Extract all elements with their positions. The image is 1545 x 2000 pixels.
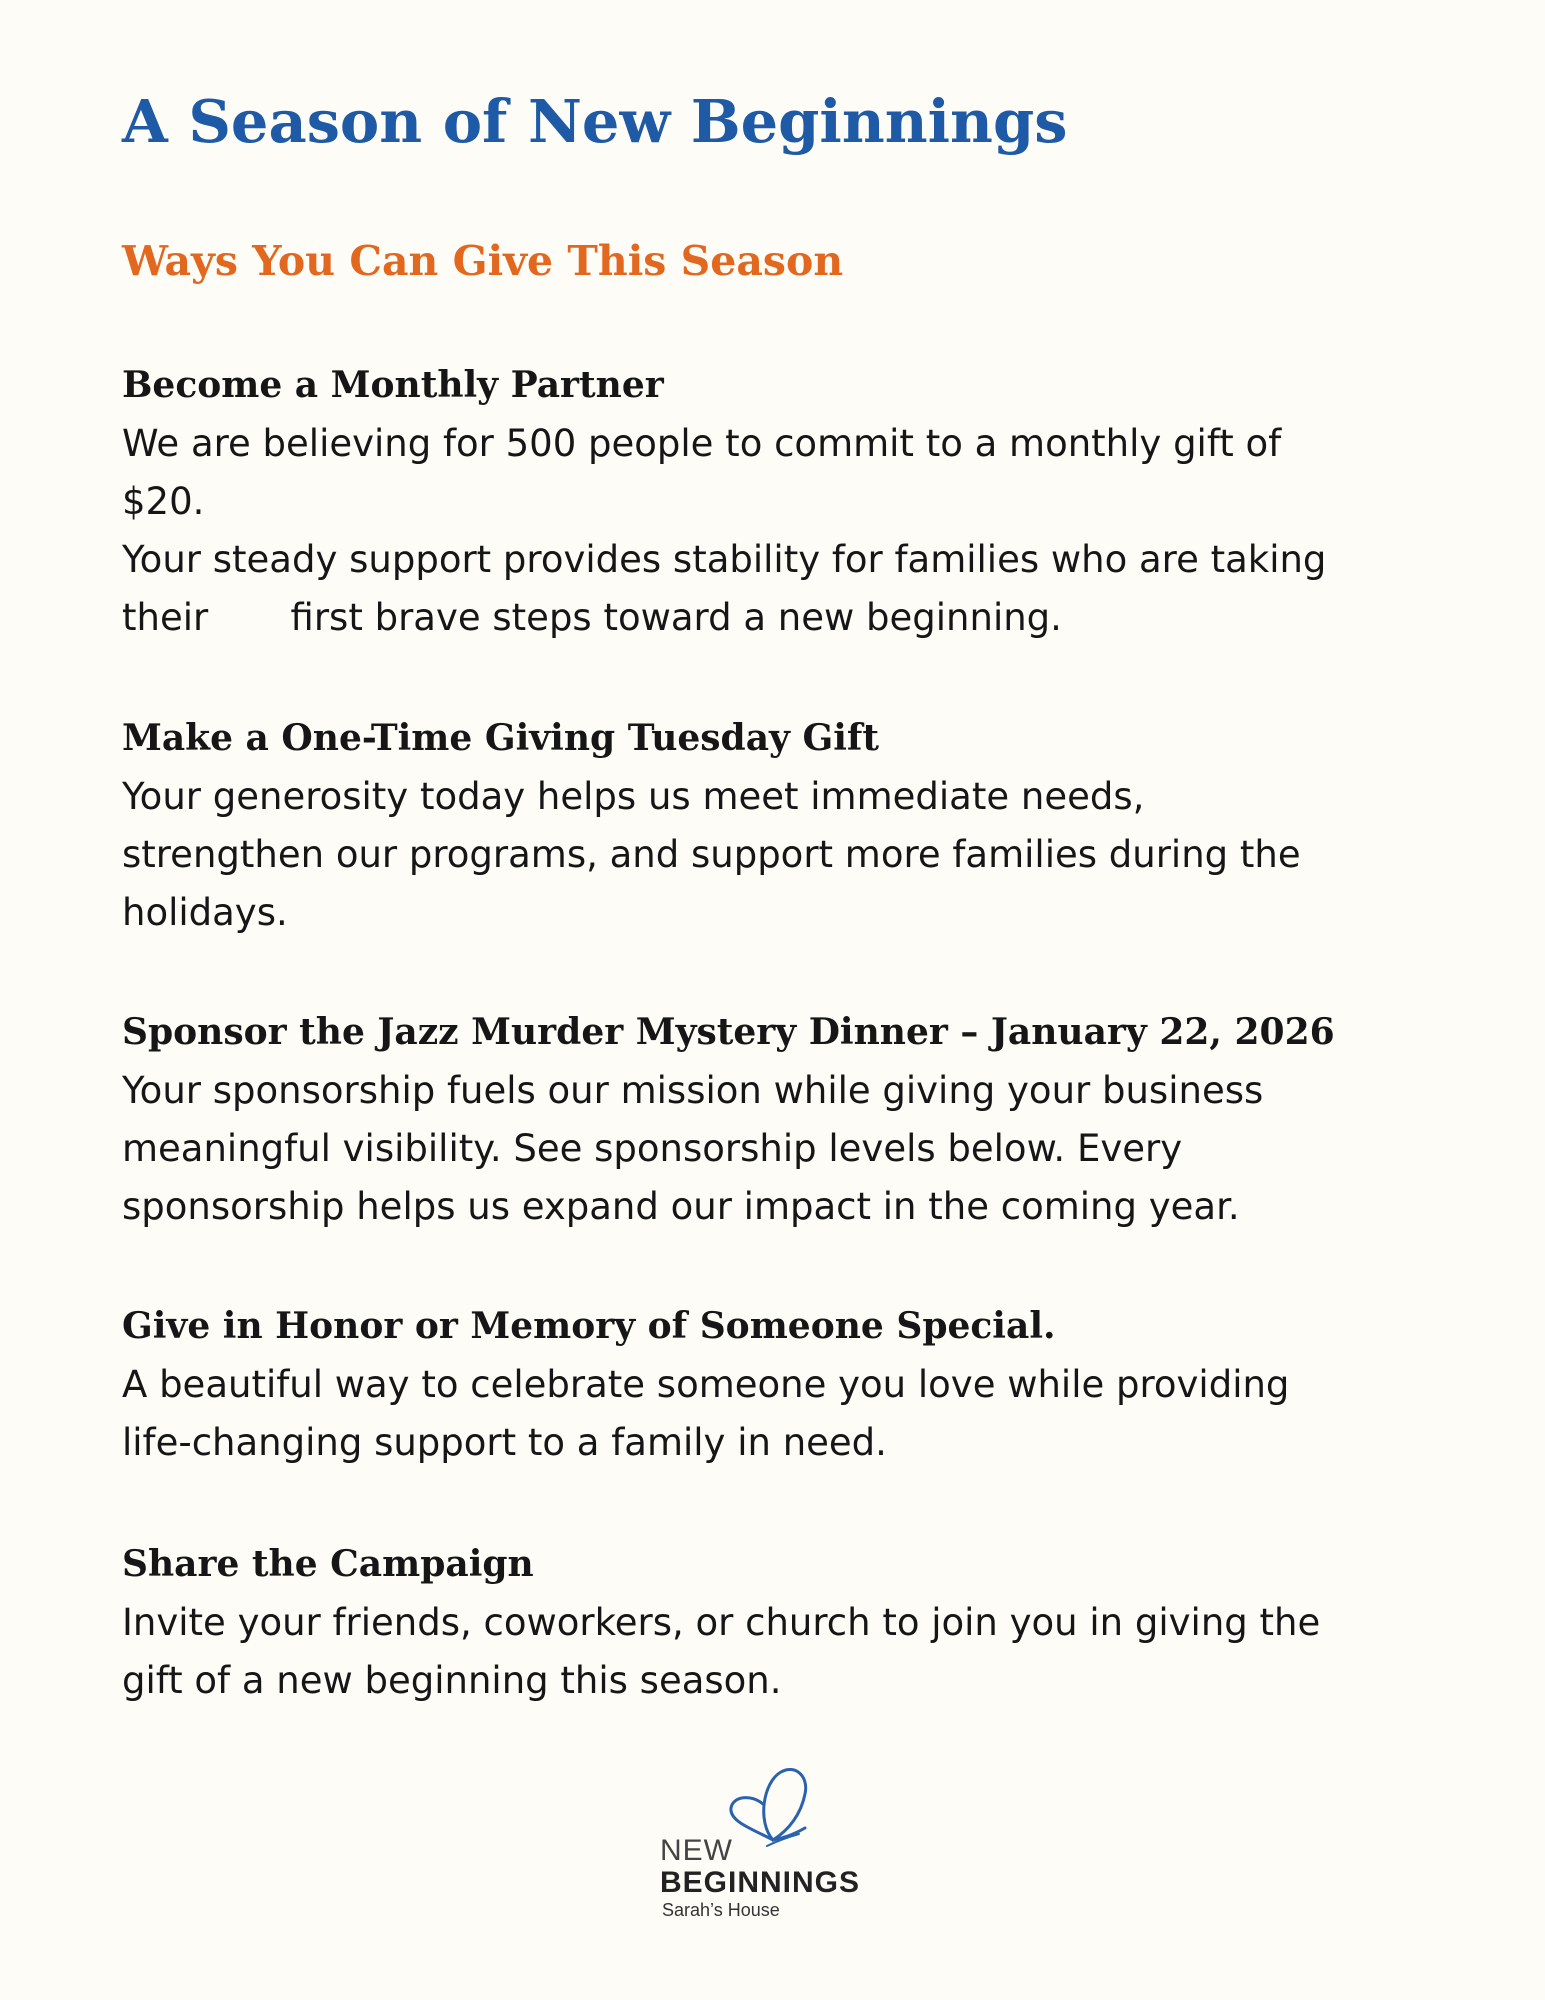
text-line: $20. (122, 480, 205, 523)
text-line: gift of a new beginning this season. (122, 1659, 782, 1702)
text-line: Your sponsorship fuels our mission while giving your business (122, 1069, 1264, 1112)
section-subtitle: Ways You Can Give This Season (122, 237, 844, 285)
text-line: life-changing support to a family in need. (122, 1421, 887, 1464)
text-line: sponsorship helps us expand our impact in the coming year. (122, 1185, 1240, 1228)
share-campaign-heading: Share the Campaign (122, 1543, 534, 1585)
text-line: their first brave steps toward a new beginning. (122, 596, 1062, 639)
text-line: meaningful visibility. See sponsorship levels below. Every (122, 1127, 1183, 1170)
one-time-gift-section (122, 708, 1462, 942)
honor-memory-section (122, 1296, 1462, 1472)
text-line: A beautiful way to celebrate someone you love while providing (122, 1363, 1290, 1406)
text-line: Your steady support provides stability for families who are taking (122, 538, 1327, 581)
share-campaign-text (122, 1594, 1462, 1710)
sponsor-dinner-heading: Sponsor the Jazz Murder Mystery Dinner – January 22, 2026 (122, 1011, 1335, 1053)
text-line: strengthen our programs, and support more families during the (122, 833, 1301, 876)
logo-text-sarahs-house: Sarah’s House (662, 1900, 780, 1920)
butterfly-icon (715, 1760, 835, 1860)
page-title: A Season of New Beginnings (122, 87, 1068, 156)
honor-memory-text (122, 1356, 1462, 1472)
logo-text-beginnings: BEGINNINGS (660, 1866, 861, 1899)
one-time-gift-heading: Make a One-Time Giving Tuesday Gift (122, 717, 880, 759)
sponsor-dinner-section (122, 1002, 1462, 1236)
logo-text-new: NEW (660, 1834, 733, 1867)
new-beginnings-logo (660, 1760, 900, 1970)
monthly-partner-heading: Become a Monthly Partner (122, 364, 664, 406)
share-campaign-section (122, 1534, 1462, 1710)
one-time-gift-text (122, 768, 1462, 942)
sponsor-dinner-text (122, 1062, 1462, 1236)
text-line: We are believing for 500 people to commit to a monthly gift of (122, 422, 1282, 465)
text-line: holidays. (122, 891, 288, 934)
honor-memory-heading: Give in Honor or Memory of Someone Special. (122, 1305, 1056, 1347)
text-line: Your generosity today helps us meet immediate needs, (122, 775, 1145, 818)
monthly-partner-section (122, 355, 1462, 647)
text-line: Invite your friends, coworkers, or church to join you in giving the (122, 1601, 1321, 1644)
monthly-partner-text (122, 415, 1462, 647)
